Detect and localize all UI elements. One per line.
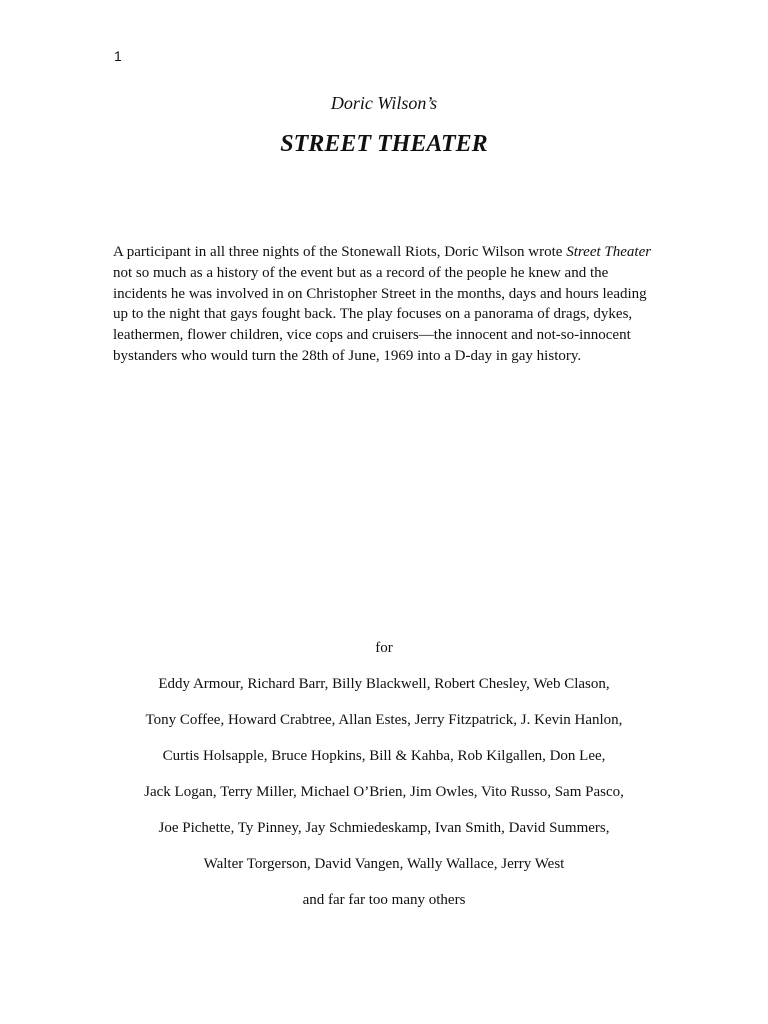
dedication-line: Walter Torgerson, David Vangen, Wally Wallace, Jerry West	[203, 856, 565, 872]
dedication-line: Joe Pichette, Ty Pinney, Jay Schmiedeskamp, Ivan Smith, David Summers,	[158, 820, 610, 836]
dedication-line: Curtis Holsapple, Bruce Hopkins, Bill & Kahba, Rob Kilgallen, Don Lee,	[162, 748, 606, 764]
dedication	[0, 638, 768, 926]
page-number: 1	[114, 48, 122, 64]
synopsis-paragraph	[113, 242, 661, 367]
dedication-line: Tony Coffee, Howard Crabtree, Allan Estes, Jerry Fitzpatrick, J. Kevin Hanlon,	[145, 712, 623, 728]
play-title: STREET THEATER	[280, 131, 488, 157]
dedication-line: Eddy Armour, Richard Barr, Billy Blackwell, Robert Chesley, Web Clason,	[158, 676, 610, 692]
synopsis-text-rest: not so much as a history of the event but as a record of the people he knew and the incidents he was involved in on Christopher Street in the months, days and hours leading up to the night that gays fought back. The play focuses on a panorama of drags, dykes, leathermen, flower children, vice cops and cruisers—the innocent and not-so-innocent bystanders who would turn the 28th of June, 1969 into a D-day in gay history.	[113, 264, 647, 364]
dedication-for: for	[375, 640, 393, 656]
dedication-closing: and far far too many others	[302, 892, 466, 908]
synopsis-play-title: Street Theater	[566, 244, 652, 260]
synopsis-text-start: A participant in all three nights of the Stonewall Riots, Doric Wilson wrote	[113, 244, 567, 260]
dedication-line: Jack Logan, Terry Miller, Michael O’Brien, Jim Owles, Vito Russo, Sam Pasco,	[144, 784, 624, 800]
author-byline: Doric Wilson’s	[330, 93, 438, 113]
